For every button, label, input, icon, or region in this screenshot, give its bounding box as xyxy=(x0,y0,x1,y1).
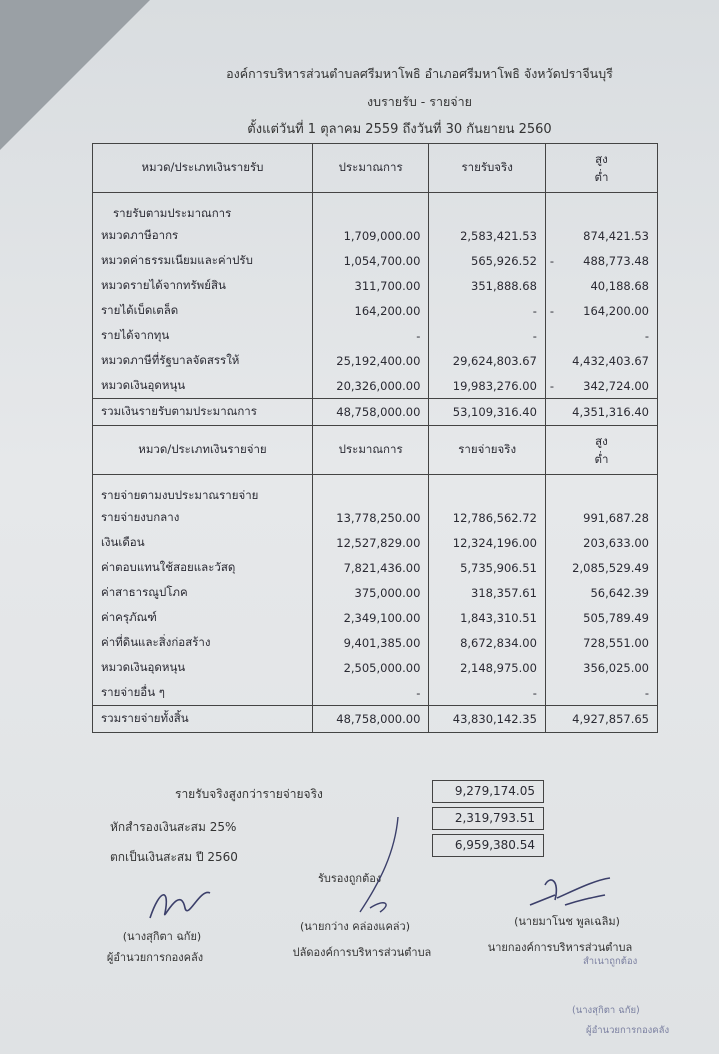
table-row xyxy=(93,373,658,399)
table-row xyxy=(93,223,658,248)
row-category: รายได้เบ็ดเตล็ด xyxy=(93,298,313,323)
income-header-row xyxy=(93,144,658,193)
row-category: เงินเดือน xyxy=(93,530,313,555)
row-estimate: 9,401,385.00 xyxy=(312,630,429,655)
expense-col-diff xyxy=(545,426,657,475)
row-actual: 12,324,196.00 xyxy=(429,530,546,555)
right-signer-title: นายกองค์การบริหารส่วนตำบล xyxy=(487,941,633,954)
row-diff: 2,085,529.49 xyxy=(545,555,657,580)
income-col-actual: รายรับจริง xyxy=(429,144,546,193)
summary-label-reserve: หักสำรองเงินสะสม 25% xyxy=(110,820,237,834)
income-col-estimate: ประมาณการ xyxy=(312,144,429,193)
row-estimate: 13,778,250.00 xyxy=(312,505,429,530)
right-signature-scribble xyxy=(525,870,615,915)
row-actual: 12,786,562.72 xyxy=(429,505,546,530)
diff-low-label: ต่ำ xyxy=(594,170,609,184)
row-actual: 8,672,834.00 xyxy=(429,630,546,655)
right-signer-name: (นายมาโนช พูลเฉลิม) xyxy=(514,915,620,928)
row-diff: 56,642.39 xyxy=(545,580,657,605)
row-diff: 505,789.49 xyxy=(545,605,657,630)
table-row xyxy=(93,505,658,530)
income-col-diff xyxy=(545,144,657,193)
expense-section-row xyxy=(93,475,658,506)
row-diff: 4,432,403.67 xyxy=(545,348,657,373)
row-estimate: 1,709,000.00 xyxy=(312,223,429,248)
row-diff: 991,687.28 xyxy=(545,505,657,530)
income-rows xyxy=(93,223,658,399)
table-row xyxy=(93,530,658,555)
summary-value-accumulated: 6,959,380.54 xyxy=(432,834,544,857)
table-row xyxy=(93,348,658,373)
table-row xyxy=(93,248,658,273)
document-period: ตั้งแต่วันที่ 1 ตุลาคม 2559 ถึงวันที่ 30 กันยายน 2560 xyxy=(247,122,552,137)
diff-high-label: สูง xyxy=(595,434,608,448)
row-category: หมวดภาษีอากร xyxy=(93,223,313,248)
row-estimate: 7,821,436.00 xyxy=(312,555,429,580)
row-actual: 19,983,276.00 xyxy=(429,373,546,399)
certify-text: รับรองถูกต้อง xyxy=(318,872,382,885)
row-diff: - 488,773.48 xyxy=(545,248,657,273)
table-row xyxy=(93,555,658,580)
row-actual: 29,624,803.67 xyxy=(429,348,546,373)
row-estimate: 2,505,000.00 xyxy=(312,655,429,680)
left-signer-title: ผู้อำนวยการกองคลัง xyxy=(106,951,204,964)
row-diff: 874,421.53 xyxy=(545,223,657,248)
row-category: หมวดเงินอุดหนุน xyxy=(93,655,313,680)
table-row xyxy=(93,680,658,706)
left-signature-scribble xyxy=(140,878,220,926)
row-low-marker: - xyxy=(549,253,555,268)
table-row xyxy=(93,273,658,298)
summary-label-accumulated: ตกเป็นเงินสะสม ปี 2560 xyxy=(110,850,238,864)
expense-total-estimate: 48,758,000.00 xyxy=(312,706,429,733)
income-section-row xyxy=(93,193,658,224)
row-category: หมวดภาษีที่รัฐบาลจัดสรรให้ xyxy=(93,348,313,373)
row-estimate: 20,326,000.00 xyxy=(312,373,429,399)
summary-value-reserve: 2,319,793.51 xyxy=(432,807,544,830)
expense-section-label: รายจ่ายตามงบประมาณรายจ่าย xyxy=(93,475,313,506)
table-row xyxy=(93,630,658,655)
row-estimate: 25,192,400.00 xyxy=(312,348,429,373)
expense-rows xyxy=(93,505,658,706)
row-estimate: 164,200.00 xyxy=(312,298,429,323)
row-actual: 565,926.52 xyxy=(429,248,546,273)
expense-col-estimate: ประมาณการ xyxy=(312,426,429,475)
expense-total-row xyxy=(93,706,658,733)
copy-stamp-line3: ผู้อำนวยการกองคลัง xyxy=(586,1025,670,1036)
row-category: รายจ่ายงบกลาง xyxy=(93,505,313,530)
row-category: หมวดเงินอุดหนุน xyxy=(93,373,313,399)
row-actual: - xyxy=(429,323,546,348)
row-estimate: 311,700.00 xyxy=(312,273,429,298)
table-row xyxy=(93,580,658,605)
row-estimate: - xyxy=(312,323,429,348)
row-diff: - xyxy=(545,323,657,348)
row-category: รายจ่ายอื่น ๆ xyxy=(93,680,313,706)
row-category: ค่าที่ดินและสิ่งก่อสร้าง xyxy=(93,630,313,655)
mid-signature-scribble xyxy=(350,812,410,922)
row-diff: - xyxy=(545,680,657,706)
row-actual: 5,735,906.51 xyxy=(429,555,546,580)
mid-signer-title: ปลัดองค์การบริหารส่วนตำบล xyxy=(292,946,432,959)
row-actual: - xyxy=(429,298,546,323)
row-diff: - 164,200.00 xyxy=(545,298,657,323)
row-estimate: 1,054,700.00 xyxy=(312,248,429,273)
diff-high-label: สูง xyxy=(595,152,608,166)
expense-col-category: หมวด/ประเภทเงินรายจ่าย xyxy=(93,426,313,475)
income-total-diff: 4,351,316.40 xyxy=(545,399,657,426)
diff-low-label: ต่ำ xyxy=(594,452,609,466)
row-estimate: 2,349,100.00 xyxy=(312,605,429,630)
expense-header-row xyxy=(93,426,658,475)
org-name: องค์การบริหารส่วนตำบลศรีมหาโพธิ อำเภอศรีมหาโพธิ จังหวัดปราจีนบุรี xyxy=(226,66,613,81)
row-low-marker: - xyxy=(549,303,555,318)
row-category: รายได้จากทุน xyxy=(93,323,313,348)
row-estimate: 375,000.00 xyxy=(312,580,429,605)
income-total-actual: 53,109,316.40 xyxy=(429,399,546,426)
row-estimate: 12,527,829.00 xyxy=(312,530,429,555)
table-row xyxy=(93,605,658,630)
income-total-estimate: 48,758,000.00 xyxy=(312,399,429,426)
row-estimate: - xyxy=(312,680,429,706)
row-low-marker: - xyxy=(549,378,555,393)
table-row xyxy=(93,298,658,323)
row-category: หมวดค่าธรรมเนียมและค่าปรับ xyxy=(93,248,313,273)
row-category: ค่าครุภัณฑ์ xyxy=(93,605,313,630)
summary-value-surplus: 9,279,174.05 xyxy=(432,780,544,803)
expense-total-label: รวมรายจ่ายทั้งสิ้น xyxy=(93,706,313,733)
table-row xyxy=(93,323,658,348)
row-actual: - xyxy=(429,680,546,706)
income-total-label: รวมเงินรายรับตามประมาณการ xyxy=(93,399,313,426)
expense-col-actual: รายจ่ายจริง xyxy=(429,426,546,475)
row-category: ค่าตอบแทนใช้สอยและวัสดุ xyxy=(93,555,313,580)
row-actual: 1,843,310.51 xyxy=(429,605,546,630)
row-actual: 318,357.61 xyxy=(429,580,546,605)
row-diff: 203,633.00 xyxy=(545,530,657,555)
row-actual: 2,148,975.00 xyxy=(429,655,546,680)
row-category: ค่าสาธารณูปโภค xyxy=(93,580,313,605)
income-col-category: หมวด/ประเภทเงินรายรับ xyxy=(93,144,313,193)
copy-stamp-line1: สำเนาถูกต้อง xyxy=(583,956,638,967)
table-row xyxy=(93,655,658,680)
income-total-row xyxy=(93,399,658,426)
row-diff: - 342,724.00 xyxy=(545,373,657,399)
row-actual: 351,888.68 xyxy=(429,273,546,298)
summary-label-surplus: รายรับจริงสูงกว่ารายจ่ายจริง xyxy=(175,787,323,801)
income-expense-table xyxy=(92,143,658,733)
left-signer-name: (นางสุกิตา ฉกัย) xyxy=(122,930,202,943)
row-diff: 728,551.00 xyxy=(545,630,657,655)
document-title: งบรายรับ - รายจ่าย xyxy=(367,94,472,109)
mid-signer-name: (นายกว่าง คล่องแคล่ว) xyxy=(299,920,411,933)
expense-total-diff: 4,927,857.65 xyxy=(545,706,657,733)
row-diff: 356,025.00 xyxy=(545,655,657,680)
copy-stamp-line2: (นางสุกิตา ฉกัย) xyxy=(572,1005,640,1016)
row-actual: 2,583,421.53 xyxy=(429,223,546,248)
row-category: หมวดรายได้จากทรัพย์สิน xyxy=(93,273,313,298)
income-section-label: รายรับตามประมาณการ xyxy=(93,193,313,224)
expense-total-actual: 43,830,142.35 xyxy=(429,706,546,733)
row-diff: 40,188.68 xyxy=(545,273,657,298)
